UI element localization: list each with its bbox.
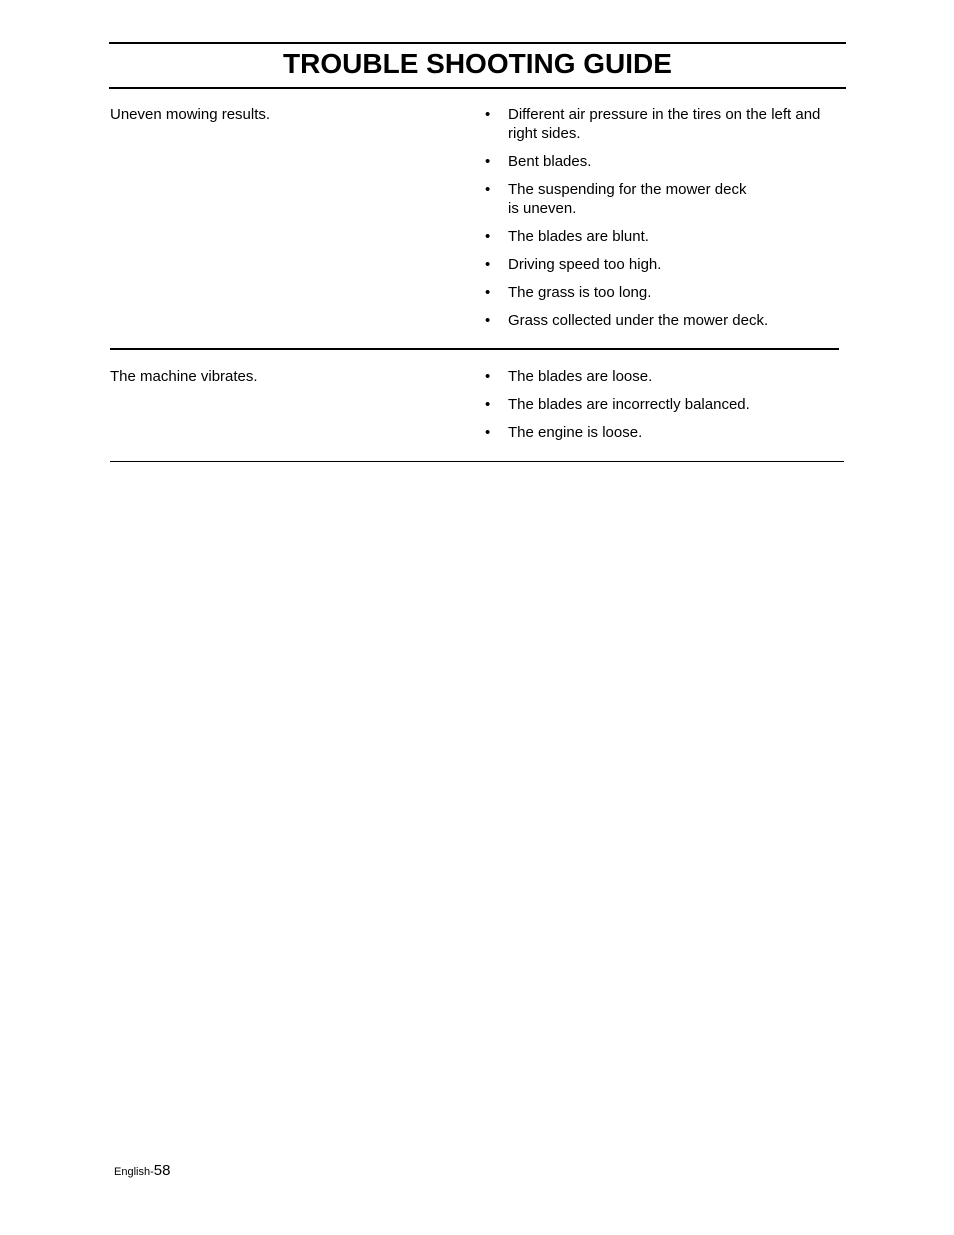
cause-list	[485, 105, 845, 339]
cause-text: The blades are incorrectly balanced.	[508, 396, 750, 413]
cause-list	[485, 367, 845, 451]
cause-item	[485, 283, 845, 302]
problem-text: The machine vibrates.	[110, 368, 258, 385]
cause-text: The grass is too long.	[508, 284, 652, 301]
bullet-icon: •	[485, 228, 491, 245]
cause-item	[485, 395, 845, 414]
cause-text: Driving speed too high.	[508, 256, 662, 273]
cause-item	[485, 180, 845, 218]
cause-item	[485, 227, 845, 246]
bullet-icon: •	[485, 284, 491, 301]
cause-item	[485, 423, 845, 442]
title-rule-bottom	[109, 87, 846, 89]
cause-text: The blades are blunt.	[508, 228, 649, 245]
cause-text: The blades are loose.	[508, 368, 653, 385]
page-number: 58	[153, 1162, 171, 1179]
page-title: TROUBLE SHOOTING GUIDE	[283, 48, 672, 79]
bullet-icon: •	[485, 396, 491, 413]
cause-text: Different air pressure in the tires on the left and right sides.	[508, 106, 821, 142]
problem-text: Uneven mowing results.	[110, 106, 271, 123]
cause-item	[485, 367, 845, 386]
bullet-icon: •	[485, 153, 491, 170]
page-footer	[114, 1161, 170, 1182]
footer-language: English-	[114, 1166, 154, 1178]
cause-item	[485, 255, 845, 274]
cause-item	[485, 105, 845, 143]
bullet-icon: •	[485, 312, 491, 329]
cause-text: Grass collected under the mower deck.	[508, 312, 769, 329]
cause-item	[485, 311, 845, 330]
bullet-icon: •	[485, 106, 491, 123]
bullet-icon: •	[485, 181, 491, 198]
bullet-icon: •	[485, 256, 491, 273]
cause-text: The engine is loose.	[508, 424, 643, 441]
section-divider	[110, 461, 844, 462]
section-divider	[110, 348, 839, 350]
title-rule-top	[109, 42, 846, 44]
cause-text: The suspending for the mower deck is uneven.	[508, 181, 747, 217]
cause-text: Bent blades.	[508, 153, 592, 170]
cause-item	[485, 152, 845, 171]
bullet-icon: •	[485, 368, 491, 385]
bullet-icon: •	[485, 424, 491, 441]
